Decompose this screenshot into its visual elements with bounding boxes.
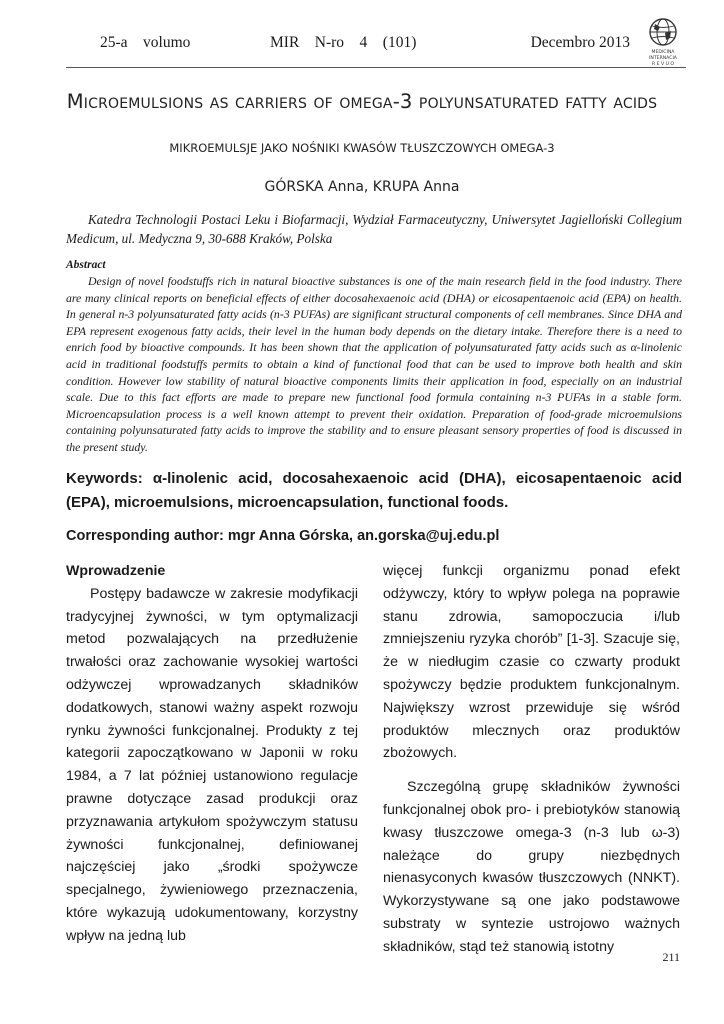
svg-text:INTERNACIA: INTERNACIA xyxy=(649,56,677,61)
abstract-heading: Abstract xyxy=(66,259,106,271)
keywords: Keywords: α-linolenic acid, docosahexaenoic acid (DHA), eicosapentaenoic acid (EPA), microemulsions, microencapsulation, functional foods. xyxy=(66,470,682,511)
author-list: GÓRSKA Anna, KRUPA Anna xyxy=(264,179,460,195)
page-number: 211 xyxy=(662,950,680,964)
journal-issue-label: MIR N-ro 4 (101) xyxy=(270,34,417,51)
running-header xyxy=(100,34,630,58)
volume-label: 25-a volumo xyxy=(100,34,191,51)
section-heading: Wprowadzenie xyxy=(66,563,166,579)
author-affiliation: Katedra Technologii Postaci Leku i Biofarmacji, Wydział Farmaceutyczny, Uniwersytet Jagielloński Collegium Medicum, ul. Medyczna 9, 30-688 Kraków, Polska xyxy=(66,212,682,246)
body-paragraph: więcej funkcji organizmu ponad efekt odżywczy, który to wpływ polega na poprawie stanu zdrowia, samopoczucia i/lub zmniejszeniu ryzyka chorób” [1-3]. Szacuje się, że w niedługim czasie co czwarty produkt spożywczy będzie produktem funkcjonalnym. Największy wzrost przewiduje się wśród produktów mlecznych oraz produktów zbożowych. xyxy=(383,563,680,762)
body-paragraph: Postępy badawcze w zakresie modyfikacji tradycyjnej żywności, w tym optymalizacji metod pozwalających na przedłużenie trwałości oraz zachowanie wysokiej wartości odżywczej wprowadzanych składników dodatkowych, stanowi ważny aspekt rozwoju rynku żywności funkcjonalnej. Produkty z tej kategorii zapoczątkowano w Japonii w roku 1984, a 7 lat później ustanowiono regulacje prawne dotyczące zasad produkcji oraz przyznawania artykułom spożywczym statusu żywności funkcjonalnej, definiowanej najczęściej jako „środki spożywcze specjalnego, żywieniowego przeznaczenia, które wykazują udokumentowany, korzystny wpływ na jedną lub xyxy=(66,585,358,944)
body-paragraph: Szczególną grupę składników żywności funkcjonalnej obok pro- i prebiotyków stanowią kwasy tłuszczowe omega-3 (n-3 lub ω-3) należące do grupy niezbędnych nienasyconych kwasów tłuszczowych (NNKT). Wykorzystywane są one jako podstawowe substraty w syntezie ustrojowo ważnych składników, stąd też stanowią istotny xyxy=(383,779,680,955)
header-divider xyxy=(66,67,686,68)
issue-date-label: Decembro 2013 xyxy=(530,34,630,51)
svg-text:R E V U O: R E V U O xyxy=(651,62,675,67)
corresponding-author: Corresponding author: mgr Anna Górska, an.gorska@uj.edu.pl xyxy=(66,528,500,544)
globe-icon xyxy=(643,16,683,72)
body-column-right xyxy=(383,560,680,959)
abstract-text: Design of novel foodstuffs rich in natural bioactive substances is one of the main research field in the food industry. There are many clinical reports on beneficial effects of either docosahexaenoic acid (DHA) or eicosapentaenoic acid (EPA) on health. In general n-3 polyunsaturated fatty acids (n-3 PUFAs) are significant structural components of cell membranes. Since DHA and EPA represent exogenous fatty acids, their level in the human body depends on the dietary intake. Therefore there is a need to enrich food by bioactive compounds. It has been shown that the application of polyunsaturated fatty acids such as α-linolenic acid in traditional foodstuffs permits to obtain a kind of functional food that can be used to improve both health and skin condition. However low stability of natural bioactive components limits their application in food, especially on an industrial scale. Due to this fact efforts are made to prepare new functional food formula containing n-3 PUFAs in a stable form. Microencapsulation process is a well known attempt to prevent their oxidation. Preparation of food-grade microemulsions containing polyunsaturated fatty acids to improve the stability and to ensure pleasant sensory properties of food is discussed in the present study. xyxy=(66,274,682,454)
journal-globe-logo xyxy=(643,16,683,72)
article-subtitle-polish: MIKROEMULSJE JAKO NOŚNIKI KWASÓW TŁUSZCZOWYCH OMEGA-3 xyxy=(169,141,555,155)
article-title: Microemulsions as carriers of omega-3 polyunsaturated fatty acids xyxy=(66,90,658,113)
body-column-left xyxy=(66,560,358,948)
svg-text:MEDICINA: MEDICINA xyxy=(651,50,675,55)
